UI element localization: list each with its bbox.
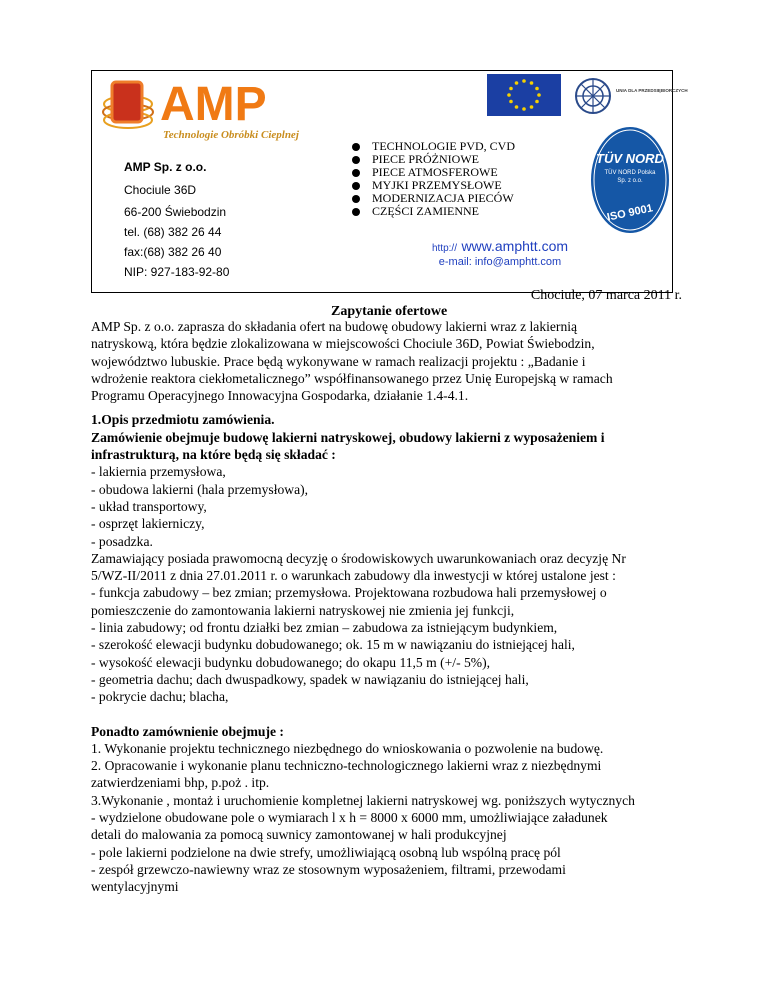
bullet-icon <box>352 169 360 177</box>
text-line: - obudowa lakierni (hala przemysłowa), <box>91 481 309 497</box>
text-line: 1. Wykonanie projektu technicznego niezbędnego do wnioskowania o pozwolenie na budowę. <box>91 740 604 756</box>
bullet-icon <box>352 182 360 190</box>
text-line: pomieszczenie do zamontowania lakierni natryskowej nie zmienia jej funkcji, <box>91 602 515 618</box>
section-scope <box>91 723 716 896</box>
doc-date: Chociule, 07 marca 2011 r. <box>530 288 682 303</box>
service-item: TECHNOLOGIE PVD, CVD <box>352 140 515 153</box>
intro-line: województwo lubuskie. Prace będą wykonywane w ramach realizacji projektu : „Badanie i <box>91 353 586 369</box>
text-line: - zespół grzewczo-nawiewny wraz ze stosownym wyposażeniem, filtrami, przewodami <box>91 861 566 877</box>
service-item: PIECE PRÓŻNIOWE <box>352 153 515 166</box>
text-line: 1.Opis przedmiotu zamówienia. <box>91 412 275 428</box>
intro-paragraph <box>91 318 716 404</box>
service-item: CZĘŚCI ZAMIENNE <box>352 205 515 218</box>
text-line: 3.Wykonanie , montaż i uruchomienie kompletnej lakierni natryskowej wg. poniższych wytycznych <box>91 792 635 808</box>
text-line: - szerokość elewacji budynku dobudowanego; ok. 15 m w nawiązaniu do istniejącej hali, <box>91 637 575 653</box>
web-prefix: http:// <box>431 243 457 254</box>
company-street: Chociule 36D <box>124 183 197 197</box>
web-link[interactable] <box>350 238 650 256</box>
service-item: MODERNIZACJA PIECÓW <box>352 192 515 205</box>
text-line: Zamówienie obejmuje budowę lakierni natryskowej, obudowy lakierni z wyposażeniem i <box>91 429 605 445</box>
document-body <box>91 318 716 896</box>
iso-label: ISO 9001 <box>606 202 654 224</box>
services-list <box>352 140 515 218</box>
text-line: - lakiernia przemysłowa, <box>91 464 226 480</box>
tuv-brand: TÜV NORD <box>596 151 664 166</box>
partner-emblem-icon <box>573 76 613 116</box>
section-subject <box>91 411 716 705</box>
text-line: infrastrukturą, na które będą się składać : <box>91 447 336 463</box>
text-line: - linia zabudowy; od frontu działki bez zmian – zabudowa za istniejącym budynkiem, <box>91 620 558 636</box>
eu-flag-icon <box>487 74 561 116</box>
web-url[interactable]: www.amphtt.com <box>461 238 569 254</box>
doc-title: Zapytanie ofertowe <box>331 304 448 319</box>
logo-wordmark: AMP <box>160 78 267 131</box>
bullet-icon <box>352 156 360 164</box>
company-name: AMP Sp. z o.o. <box>124 160 207 174</box>
text-line: wentylacyjnymi <box>91 879 179 895</box>
company-city: 66-200 Świebodzin <box>124 205 227 219</box>
logo-subtitle: Technologie Obróbki Cieplnej <box>163 129 299 141</box>
intro-line: AMP Sp. z o.o. zaprasza do składania ofert na budowę obudowy lakierni wraz z lakiernią <box>91 319 578 334</box>
text-line: - osprzęt lakierniczy, <box>91 516 205 532</box>
text-line: Ponadto zamównienie obejmuje : <box>91 723 284 739</box>
text-line: Zamawiający posiada prawomocną decyzję o środowiskowych uwarunkowaniach oraz decyzję Nr <box>91 550 626 566</box>
bullet-icon <box>352 143 360 151</box>
email-link[interactable]: e-mail: info@amphtt.com <box>438 256 562 268</box>
text-line: zatwierdzeniami bhp, p.poż . itp. <box>91 775 270 791</box>
tuv-sub1: TÜV NORD Polska <box>604 170 656 176</box>
service-item: PIECE ATMOSFEROWE <box>352 166 515 179</box>
text-line: - funkcja zabudowy – bez zmian; przemysłowa. Projektowana rozbudowa hali przemysłowej o <box>91 585 607 601</box>
intro-line: natryskową, która będzie zlokalizowana w miejscowości Chociule 36D, Powiat Świebodzin, <box>91 336 595 352</box>
company-phone: tel. (68) 382 26 44 <box>124 225 222 239</box>
intro-line: Programu Operacyjnego Innowacyjna Gospodarka, działanie 1.4-4.1. <box>91 388 469 404</box>
text-line: - geometria dachu; dach dwuspadkowy, spadek w nawiązaniu do istniejącej hali, <box>91 671 529 687</box>
text-line: - pole lakierni podzielone na dwie strefy, umożliwiającą osobną lub wspólną pracę pól <box>91 844 561 860</box>
intro-line: wdrożenie reaktora ciekłometalicznego” współfinansowanego przez Unię Europejską w ramach <box>91 370 613 386</box>
text-line: 2. Opracowanie i wykonanie planu techniczno-technologicznego lakierni wraz z niezbędnymi <box>91 758 602 774</box>
coil-icon <box>103 82 153 128</box>
partner-logo-text: UNIA DLA PRZEDSIĘBIORCZYCH <box>616 88 688 93</box>
text-line: - wysokość elewacji budynku dobudowanego; do okapu 11,5 m (+/- 5%), <box>91 654 491 670</box>
tuv-sub2: Sp. z o.o. <box>617 178 643 184</box>
text-line: - wydzielone obudowane pole o wymiarach l x h = 8000 x 6000 mm, umożliwiające załadunek <box>91 810 608 826</box>
text-line: - układ transportowy, <box>91 498 207 514</box>
text-line: detali do malowania za pomocą suwnicy zamontowanej w hali produkcyjnej <box>91 827 507 843</box>
service-item: MYJKI PRZEMYSŁOWE <box>352 179 515 192</box>
company-nip: NIP: 927-183-92-80 <box>124 265 230 279</box>
text-line: 5/WZ-II/2011 z dnia 27.01.2011 r. o warunkach zabudowy dla inwestycji w której ustalone jest : <box>91 568 616 584</box>
bullet-icon <box>352 208 360 216</box>
bullet-icon <box>352 195 360 203</box>
text-line: - posadzka. <box>91 533 153 549</box>
text-line: - pokrycie dachu; blacha, <box>91 689 229 705</box>
company-fax: fax:(68) 382 26 40 <box>124 245 222 259</box>
